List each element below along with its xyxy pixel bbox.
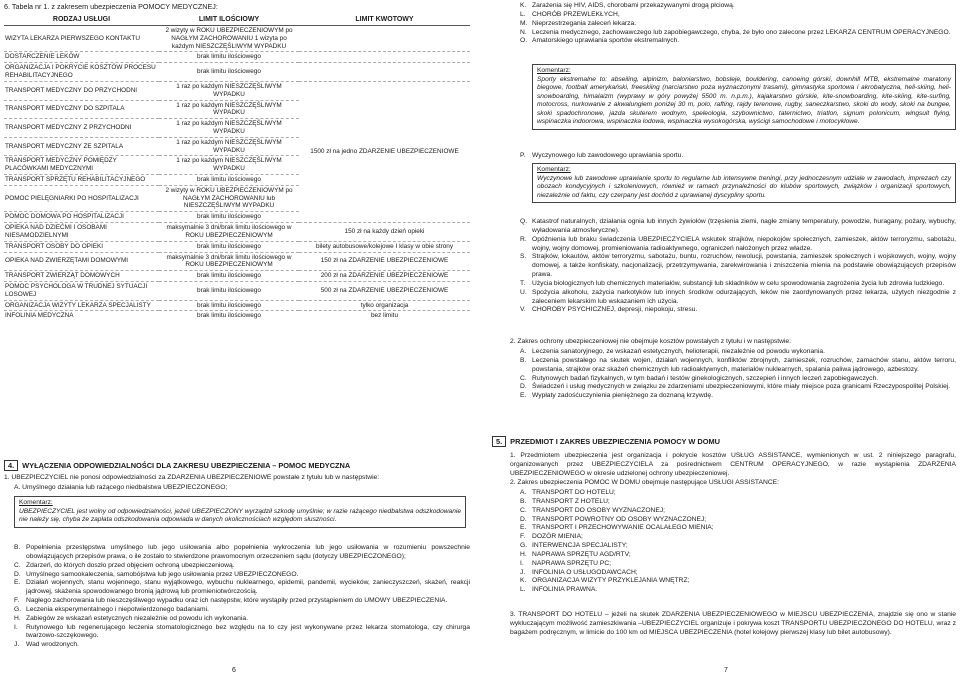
list-item bbox=[14, 624, 470, 642]
item-letter: A. bbox=[520, 348, 527, 355]
item-text: TRANSPORT POWROTNY OD OSOBY WYZNACZONEJ; bbox=[532, 515, 707, 523]
table-row bbox=[4, 311, 470, 321]
item-letter: N. bbox=[520, 28, 527, 36]
amount-limit-cell: bez limitu bbox=[299, 311, 470, 321]
service-cell: OPIEKA NAD ZWIERZĘTAMI DOMOWYMI bbox=[4, 252, 159, 271]
table-row bbox=[4, 63, 470, 82]
section-title: PRZEDMIOT I ZAKRES UBEZPIECZENIA POMOCY W DOMU bbox=[510, 437, 720, 446]
list-item bbox=[520, 516, 956, 525]
item-text: Nieprzestrzegania zaleceń lekarza. bbox=[532, 19, 637, 27]
item-letter: G. bbox=[14, 605, 22, 613]
item-letter: E. bbox=[520, 524, 527, 532]
service-cell: TRANSPORT MEDYCZNY DO PRZYCHODNI bbox=[4, 81, 159, 100]
item-letter: I. bbox=[14, 623, 18, 631]
qty-limit-cell: 1 raz po każdym NIESZCZĘŚLIWYM WYPADKU bbox=[159, 81, 299, 100]
page-number: 6 bbox=[232, 667, 236, 674]
qty-limit-cell: brak limitu ilościowego bbox=[159, 175, 299, 186]
list-item bbox=[520, 37, 956, 46]
comment-text: UBEZPIECZYCIEL jest wolny od odpowiedzialności, jeżeli UBEZPIECZONY wyrządził szkodę umyślnie; w razie rażącego niedbalstwa odszkodowanie nie należy się, chyba że zapłata odszkodowania odpowiada w danych okolicznościach względom słuszności. bbox=[19, 507, 461, 524]
item-letter: O. bbox=[520, 37, 528, 45]
amount-limit-cell: bilety autobusowe/kolejowe I klasy w obie strony bbox=[299, 241, 470, 252]
exclusions-list bbox=[14, 544, 470, 650]
item-text: DOZÓR MIENIA; bbox=[532, 533, 583, 541]
amount-limit-cell bbox=[299, 52, 470, 63]
item-letter: C. bbox=[14, 561, 21, 569]
qty-limit-cell: 1 raz po każdym NIESZCZĘŚLIWYM WYPADKU bbox=[159, 100, 299, 119]
comment-title: Komentarz: bbox=[19, 499, 53, 506]
service-cell: INFOLINIA MEDYCZNA bbox=[4, 311, 159, 321]
section-title: WYŁĄCZENIA ODPOWIEDZIALNOŚCI DLA ZAKRESU UBEZPIECZENIA – POMOC MEDYCZNA bbox=[22, 461, 351, 470]
section-number: 4. bbox=[4, 460, 18, 471]
item-text: Leczenia sanatoryjnego, ze wskazań estetycznych, helioterapii, niezależnie od powodu wykonania. bbox=[532, 348, 825, 355]
item-text: Wyczynowego lub zawodowego uprawiania sportu. bbox=[532, 152, 684, 159]
item-text: Świadczeń i usług medycznych w związku ze zdarzeniami ubezpieczeniowymi, które miały miejsce poza granicami Rzeczypospolitej Polskiej. bbox=[532, 383, 951, 391]
item-letter: K. bbox=[520, 577, 527, 585]
table-row bbox=[4, 241, 470, 252]
item-letter: D. bbox=[520, 383, 527, 391]
item-text: Wypłaty zadośćuczynienia pieniężnego za doznaną krzywdę. bbox=[532, 392, 713, 400]
amount-limit-cell: 1500 zł na jedno ZDARZENIE UBEZPIECZENIOWE bbox=[299, 81, 470, 222]
s5-paragraph-2: 2. Zakres ubezpieczenia POMOC W DOMU obejmuje następujące USŁUGI ASSISTANCE: bbox=[510, 479, 779, 486]
item-letter: A. bbox=[520, 489, 527, 496]
item-letter: D. bbox=[14, 570, 21, 578]
item-letter: F. bbox=[520, 533, 526, 541]
item-letter: B. bbox=[14, 544, 21, 551]
item-text: NAPRAWA SPRZĘTU PC; bbox=[532, 559, 612, 567]
list-item bbox=[520, 569, 956, 578]
list-item bbox=[520, 11, 956, 20]
list-item bbox=[520, 383, 956, 392]
item-a: A. Umyślnego działania lub rażącego niedbalstwa UBEZPIECZONEGO; bbox=[14, 484, 228, 491]
list-item bbox=[520, 348, 956, 357]
item-text: TRANSPORT Z HOTELU; bbox=[532, 497, 610, 505]
item-letter: I. bbox=[520, 559, 524, 567]
list-item bbox=[520, 507, 956, 516]
list-item bbox=[14, 641, 470, 650]
list-item bbox=[520, 29, 956, 38]
item-letter: F. bbox=[14, 597, 20, 605]
service-cell: WIZYTA LEKARZA PIERWSZEGO KONTAKTU bbox=[4, 26, 159, 52]
item-text: Opóźnienia lub braku świadczenia UBEZPIECZYCIELA wskutek strajków, niepokojów społecznych, zamieszek, aktów terroryzmu, sabotażu, wojny, wojny domowej, promieniowania radioaktywnego, ograniczeń nałożonych przez władze. bbox=[532, 235, 956, 252]
list-item bbox=[520, 586, 956, 595]
page-number: 7 bbox=[724, 667, 728, 674]
list-item bbox=[520, 218, 956, 236]
item-text: Rutynowego lub regenerującego leczenia stomatologicznego bez względu na to czy jest wykonywane przez lekarza stomatologa, czy chirurga twarzowo-szczękowego. bbox=[26, 623, 470, 640]
list-item bbox=[520, 392, 956, 401]
item-letter: J. bbox=[14, 641, 20, 649]
list-item bbox=[14, 571, 470, 580]
right-page bbox=[488, 0, 960, 680]
item-text: Leczenia medycznego, zachowawczego lub zapobiegawczego, chyba, że było ono zalecone przez LEKARZA CENTRUM OPERACYJNEGO. bbox=[532, 28, 951, 36]
item-text: Zdarzeń, do których doszło przed objęciem ochroną ubezpieczeniową. bbox=[26, 561, 235, 569]
item-text: TRANSPORT DO OSOBY WYZNACZONEJ; bbox=[532, 506, 666, 514]
item-text: ORGANIZACJA WIZYTY PRZYKLEJANIA WNĘTRZ; bbox=[532, 577, 690, 585]
paragraph-2: 2. Zakres ochrony ubezpieczeniowej nie obejmuje kosztów powstałych z tytułu i w następstwie: bbox=[510, 338, 792, 345]
list-item bbox=[14, 579, 470, 597]
comment-box-extreme-sports bbox=[532, 64, 956, 130]
item-text: CHORÓB PRZEWLEKŁYCH, bbox=[532, 10, 620, 18]
amount-limit-cell bbox=[299, 26, 470, 52]
qty-limit-cell: brak limitu ilościowego bbox=[159, 271, 299, 282]
list-item bbox=[520, 289, 956, 307]
table-row bbox=[4, 252, 470, 271]
item-letter: G. bbox=[520, 542, 528, 550]
comment-text: Wyczynowe lub zawodowe uprawianie sportu to regularne lub intensywne treningi, przy jednoczesnym udziale w zawodach, imprezach czy obozach kondycyjnych i szkoleniowych, również w ramach przynależności do klubów sportowych, związków i organizacji sportowych, niezależnie od faktu, czy czerpany jest dochód z uprawianej dyscypliny sportu. bbox=[537, 174, 951, 199]
item-text: Wad wrodzonych. bbox=[26, 641, 79, 649]
item-text: Zabiegów ze wskazań estetycznych niezależnie od powodu ich wykonania. bbox=[26, 614, 248, 622]
exclusions-list-continued bbox=[520, 2, 956, 46]
qty-limit-cell: 1 raz po każdym NIESZCZĘŚLIWYM WYPADKU bbox=[159, 156, 299, 175]
table-row bbox=[4, 52, 470, 63]
item-letter: E. bbox=[520, 392, 527, 400]
qty-limit-cell: maksymalnie 3 dni/brak limitu ilościowego w ROKU UBEZPIECZENIOWYM bbox=[159, 223, 299, 242]
s5-paragraph-1: 1. Przedmiotem ubezpieczenia jest organizacja i pokrycie kosztów USŁUG ASSISTANCE, wymienionych w ust. 2 niniejszego paragrafu, organizowanych przez UBEZPIECZYCIELA za pośrednictwem CENTRUM OPERACYJNEGO, w razie wystąpienia ZDARZENIA UBEZPIECZENIOWEGO w okresie udzielonej ochrony ubezpieczeniowej. bbox=[510, 452, 956, 477]
item-text: Zarażenia się HIV, AIDS, chorobami przekazywanymi drogą płciową. bbox=[532, 2, 735, 9]
amount-limit-cell: tylko organizacja bbox=[299, 300, 470, 311]
list-item bbox=[14, 606, 470, 615]
comment-title: Komentarz: bbox=[537, 166, 571, 173]
left-page bbox=[0, 0, 472, 680]
item-text: TRANSPORT I PRZECHOWYWANIE OCALAŁEGO MIENIA; bbox=[532, 524, 714, 532]
item-letter: J. bbox=[520, 568, 526, 576]
s5-paragraph-3: 3. TRANSPORT DO HOTELU – jeżeli na skutek ZDARZENIA UBEZPIECZENIOWEGO w MIEJSCU UBEZPIECZENIA, znajdzie się ono w stanie wykluczającym możliwość zamieszkiwania –UBEZPIECZYCIEL organizuje i pokrywa koszt TRANSPORTU UBEZPIECZONEGO DO HOTELU, wraz z bagażem podręcznym, w limicie do 100 km od MIEJSCA UBEZPIECZENIA (hotel kolejowy pierwszej klasy lub bilet autobusowy). bbox=[510, 611, 956, 636]
item-letter: H. bbox=[14, 614, 21, 622]
service-cell: POMOC PIELĘGNIARKI PO HOSPITALIZACJI bbox=[4, 185, 159, 211]
exclusions-list-q-v bbox=[520, 218, 956, 315]
costs-exclusions-list bbox=[520, 348, 956, 401]
table-header-row bbox=[4, 14, 470, 26]
list-item bbox=[14, 544, 470, 562]
table-row bbox=[4, 281, 470, 300]
amount-limit-cell: 150 zł na ZDARZENIE UBEZPIECZENIOWE bbox=[299, 252, 470, 271]
list-item bbox=[520, 489, 956, 498]
item-letter: K. bbox=[520, 2, 527, 9]
list-item bbox=[520, 542, 956, 551]
item-text: Katastrof naturalnych, działania ognia lub innych żywiołów (trzęsienia ziemi, nagłe zmiany temperatury, powodzie, huragany, pożary, wybuchy, wyładowania atmosferyczne). bbox=[532, 218, 956, 234]
item-letter: Q. bbox=[520, 218, 528, 225]
service-cell: TRANSPORT MEDYCZNY POMIĘDZY PLACÓWKAMI MEDYCZNYMI bbox=[4, 156, 159, 175]
service-cell: TRANSPORT ZWIERZĄT DOMOWYCH bbox=[4, 271, 159, 282]
item-letter: L. bbox=[520, 10, 526, 18]
item-text: INFOLINIA PRAWNA. bbox=[532, 586, 598, 594]
item-text: Nagłego zachorowania lub nieszczęśliwego wypadku oraz ich następstw, które wystąpiły przed przystąpieniem do UMOWY UBEZPIECZENIA. bbox=[26, 597, 448, 605]
table-row bbox=[4, 26, 470, 52]
item-letter: P. bbox=[520, 152, 526, 159]
list-item bbox=[520, 20, 956, 29]
item-letter: M. bbox=[520, 19, 528, 27]
item-text: NAPRAWA SPRZĘTU AGD/RTV; bbox=[532, 550, 631, 558]
item-letter: B. bbox=[520, 356, 527, 364]
item-letter: L. bbox=[520, 586, 526, 594]
item-text: INTERWENCJA SPECJALISTY; bbox=[532, 542, 628, 550]
section-4-heading bbox=[4, 460, 350, 471]
item-text: Użycia biologicznych lub chemicznych materiałów, substancji lub składników w celu spowodowania zagrożenia życia lub zdrowia ludzkiego. bbox=[532, 279, 945, 287]
table-caption: 6. Tabela nr 1. z zakresem ubezpieczenia POMOCY MEDYCZNEJ: bbox=[4, 2, 218, 11]
item-letter: C. bbox=[520, 506, 527, 514]
service-cell: POMOC DOMOWA PO HOSPITALIZACJI bbox=[4, 212, 159, 223]
item-text: Leczenia eksperymentalnego i niepotwierdzonego badaniami. bbox=[26, 605, 209, 613]
list-item bbox=[520, 280, 956, 289]
item-text: Działań wojennych, stanu wojennego, stanu wyjątkowego, wybuchu nuklearnego, epidemii, pandemii, wycieków, zanieczyszczeń, skażeń, reakcji jądrowej, skażenia spowodowanego bronią jądrową lub promieniotwórczością. bbox=[26, 579, 470, 596]
item-text: Rutynowych badań fizykalnych, w tym badań i testów ginekologicznych, szczepień i innych leczeń zapobiegawczych. bbox=[532, 374, 879, 382]
qty-limit-cell: 1 raz po każdym NIESZCZĘŚLIWYM WYPADKU bbox=[159, 119, 299, 138]
header-service: RODZAJ USŁUGI bbox=[4, 14, 159, 26]
list-item bbox=[520, 253, 956, 280]
amount-limit-cell: 150 zł na każdy dzień opieki bbox=[299, 223, 470, 242]
item-text: Spożycia alkoholu, zażycia narkotyków lub innych środków odurzających, leków nie zaordynowanych przez lekarza, użytych niezgodnie z zaleceniem lekarskim lub wskazaniem ich użycia. bbox=[532, 288, 956, 305]
item-letter: D. bbox=[520, 515, 527, 523]
qty-limit-cell: brak limitu ilościowego bbox=[159, 281, 299, 300]
item-letter: T. bbox=[520, 279, 526, 287]
qty-limit-cell: 2 wizyty w ROKU UBEZPIECZENIOWYM po NAGŁYM ZACHOROWANIU 1 wizyta po każdym NIESZCZĘŚLIWYM WYPADKU bbox=[159, 26, 299, 52]
item-text: Umyślnego samookaleczenia, samobójstwa lub jego usiłowania przez UBEZPIECZONEGO. bbox=[26, 570, 299, 578]
paragraph-1: 1. UBEZPIECZYCIEL nie ponosi odpowiedzialności za ZDARZENIA UBEZPIECZENIOWE powstałe z tytułu lub w następstwie: bbox=[4, 474, 380, 481]
list-item bbox=[520, 524, 956, 533]
item-letter: E. bbox=[14, 579, 21, 587]
qty-limit-cell: maksymalnie 3 dni/brak limitu ilościowego w ROKU UBEZPIECZENIOWYM bbox=[159, 252, 299, 271]
item-text: Popełnienia przestępstwa umyślnego lub jego usiłowania albo popełnienia wykroczenia lub jego usiłowania w rozumieniu powszechnie obowiązujących przepisów prawa, o ile zostało to stwierdzone prawomocnym orzeczeniem sądu (dotyczy UBEZPIECZONEGO); bbox=[26, 544, 470, 560]
amount-limit-cell: 200 zł na ZDARZENIE UBEZPIECZENIOWE bbox=[299, 271, 470, 282]
table-row bbox=[4, 271, 470, 282]
qty-limit-cell: brak limitu ilościowego bbox=[159, 52, 299, 63]
qty-limit-cell: brak limitu ilościowego bbox=[159, 63, 299, 82]
qty-limit-cell: 2 wizyty w ROKU UBEZPIECZENIOWYM po NAGŁYM ZACHOROWANIU lub NIESZCZĘŚLIWYM WYPADKU bbox=[159, 185, 299, 211]
list-item bbox=[520, 152, 956, 161]
table-row bbox=[4, 81, 470, 100]
comment-box bbox=[14, 496, 466, 528]
list-item bbox=[520, 551, 956, 560]
qty-limit-cell: 1 raz po każdym NIESZCZĘŚLIWYM WYPADKU bbox=[159, 137, 299, 156]
item-text: Amatorskiego uprawiania sportów ekstremalnych. bbox=[532, 37, 680, 45]
item-letter: U. bbox=[520, 288, 527, 296]
service-cell: TRANSPORT MEDYCZNY DO SZPITALA bbox=[4, 100, 159, 119]
table-row bbox=[4, 300, 470, 311]
amount-limit-cell: 500 zł na ZDARZENIE UBEZPIECZENIOWE bbox=[299, 281, 470, 300]
qty-limit-cell: brak limitu ilościowego bbox=[159, 300, 299, 311]
item-letter: S. bbox=[520, 253, 527, 261]
item-letter: C. bbox=[520, 374, 527, 382]
table-row bbox=[4, 223, 470, 242]
service-cell: TRANSPORT SPRZĘTU REHABILITACYJNEGO bbox=[4, 175, 159, 186]
item-text: CHOROBY PSYCHICZNEJ, depresji, niepokoju, stresu. bbox=[532, 306, 698, 314]
service-cell: OPIEKA NAD DZIEĆMI I OSOBAMI NIESAMODZIELNYMI bbox=[4, 223, 159, 242]
list-item bbox=[520, 560, 956, 569]
qty-limit-cell: brak limitu ilościowego bbox=[159, 311, 299, 321]
service-cell: ORGANIZACJA WIZYTY LEKARZA SPECJALISTY bbox=[4, 300, 159, 311]
list-item bbox=[520, 236, 956, 254]
comment-title: Komentarz: bbox=[537, 67, 571, 74]
service-cell: TRANSPORT OSOBY DO OPIEKI bbox=[4, 241, 159, 252]
service-cell: ORGANIZACJA I POKRYCIE KOSZTÓW PROCESU REHABILITACYJNEGO bbox=[4, 63, 159, 82]
item-text: TRANSPORT DO HOTELU; bbox=[532, 489, 616, 496]
list-item bbox=[520, 498, 956, 507]
assistance-services-list bbox=[520, 489, 956, 595]
comment-box-pro-sports bbox=[532, 163, 956, 203]
list-item bbox=[520, 2, 956, 11]
item-letter: H. bbox=[520, 550, 527, 558]
list-item bbox=[14, 615, 470, 624]
item-text: Strajków, lokautów, aktów terroryzmu, sabotażu, buntu, rozruchów, rewolucji, powstania, zamieszek społecznych i wojskowych, wojny, wojny domowej, a także konfiskaty, nacjonalizacji, przetrzymywania, zarekwirowania i zniszczenia mienia na podstawie obowiązujących przepisów prawa. bbox=[532, 253, 956, 279]
service-cell: TRANSPORT MEDYCZNY Z PRZYCHODNI bbox=[4, 119, 159, 138]
section-5-heading bbox=[492, 436, 720, 447]
header-qty-limit: LIMIT ILOŚCIOWY bbox=[159, 14, 299, 26]
list-item bbox=[520, 357, 956, 375]
item-letter: B. bbox=[520, 497, 527, 505]
item-p bbox=[520, 152, 956, 161]
list-item bbox=[14, 597, 470, 606]
qty-limit-cell: brak limitu ilościowego bbox=[159, 241, 299, 252]
list-item bbox=[14, 562, 470, 571]
qty-limit-cell: brak limitu ilościowego bbox=[159, 212, 299, 223]
list-item bbox=[520, 577, 956, 586]
comment-text: Sporty ekstremalne to: abseiling, alpinizm, baloniarstwo, bobsleje, bouldering, canoeing górski, downhill MTB, ekstremalne maratony biegowe, football amerykański, freeskiing (narciarstwo poza wyznaczonymi trasami), gimnastyka sportowa i akrobatyczna, heli-skiing, heli-snowboarding, himalaizm (wyprawy w góry powyżej 5500 m. n.p.m.), kajakarstwo górskie, kite-snowboarding, kite-skiing, kite-surfing, motocross, nurkowanie z akwalungiem poniżej 30 m, polo, rafting, rajdy terenowe, rugby, saneczkarstwo, skoki do wody, skoki na bungee, skoki spadochronowe, jazda skuterem wodnym, speleologia, szybownictwo, taternictwo, triatlon, signum polonicum, wingsuit flying, wspinaczka indoorowa, wspinaczka lodowa, wspinaczka wysokogórska, wyścigi samochodowe i motocyklowe. bbox=[537, 75, 951, 126]
list-item bbox=[520, 306, 956, 315]
service-cell: DOSTARCZENIE LEKÓW bbox=[4, 52, 159, 63]
item-text: Leczenia powstałego na skutek wojen, działań wojennych, konfliktów zbrojnych, zamieszek, rozruchów, zamachów stanu, aktów terroru, powstania, strajków oraz skażeń chemicznych lub radioaktywnych, materiałów nuklearnych, spalania paliwa jądrowego, azbestozy. bbox=[532, 356, 956, 373]
medical-assistance-table bbox=[4, 14, 470, 321]
amount-limit-cell bbox=[299, 63, 470, 82]
header-amount-limit: LIMIT KWOTOWY bbox=[299, 14, 470, 26]
item-text: INFOLINIA O USŁUGODAWCACH; bbox=[532, 568, 638, 576]
service-cell: POMOC PSYCHOLOGA W TRUDNEJ SYTUACJI LOSOWEJ bbox=[4, 281, 159, 300]
list-item bbox=[520, 533, 956, 542]
service-cell: TRANSPORT MEDYCZNY ZE SZPITALA bbox=[4, 137, 159, 156]
item-letter: V. bbox=[520, 306, 526, 314]
section-number: 5. bbox=[492, 436, 506, 447]
item-letter: R. bbox=[520, 235, 527, 243]
